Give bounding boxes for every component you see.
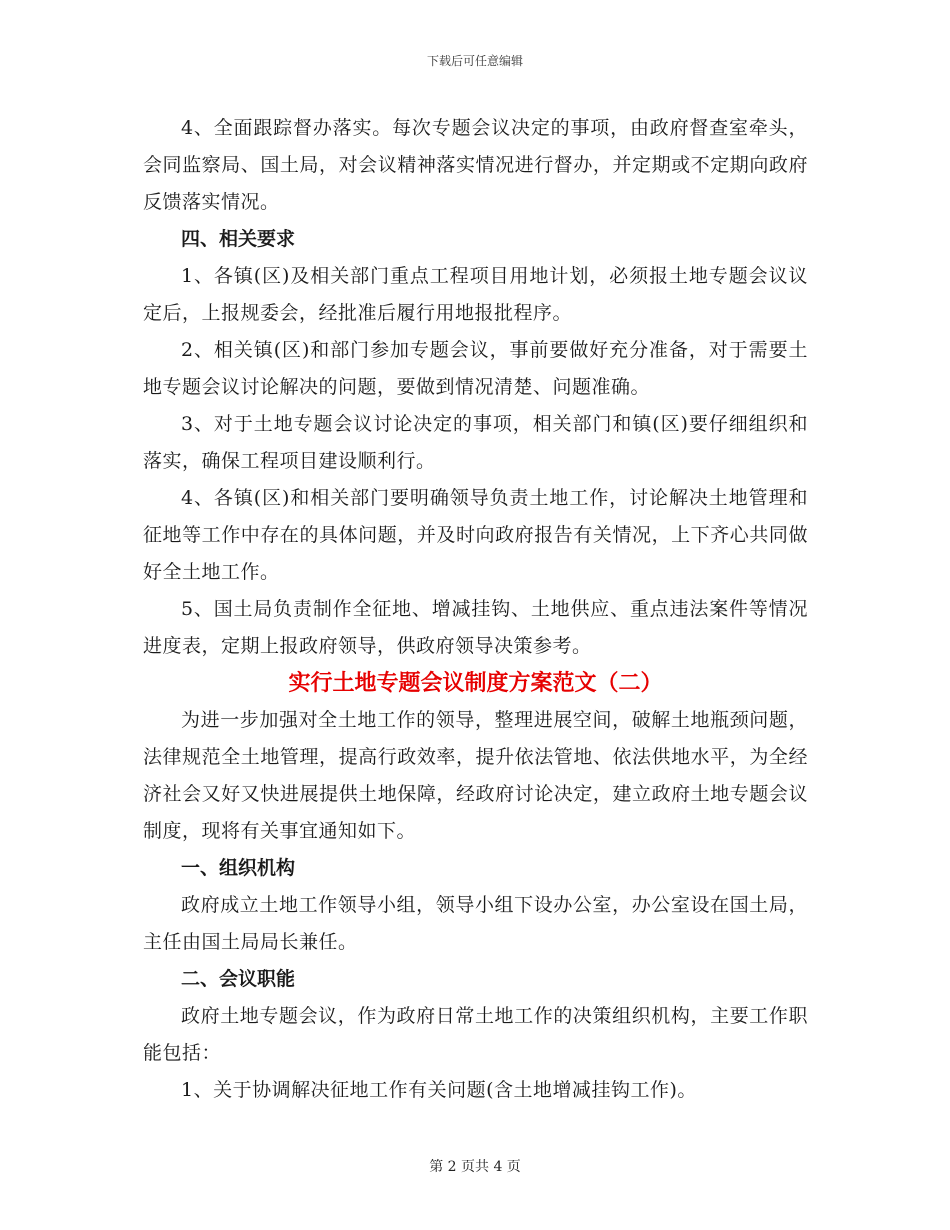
page-number: 第 2 页共 4 页 xyxy=(429,1159,521,1175)
paragraph-organization: 政府成立土地工作领导小组，领导小组下设办公室，办公室设在国土局，主任由国土局局长兼任。 xyxy=(143,894,808,953)
paragraph-requirement-5: 5、国土局负责制作全征地、增减挂钩、土地供应、重点违法案件等情况进度表，定期上报政府领导，供政府领导决策参考。 xyxy=(143,598,808,657)
section-heading-functions: 二、会议职能 xyxy=(181,968,296,990)
section-heading-requirements: 四、相关要求 xyxy=(181,228,296,250)
section-heading-organization: 一、组织机构 xyxy=(181,857,296,879)
page-header: 下载后可任意编辑 xyxy=(426,54,523,68)
paragraph-requirement-2: 2、相关镇(区)和部门参加专题会议，事前要做好充分准备，对于需要土地专题会议讨论解决的问题，要做到情况清楚、问题准确。 xyxy=(143,339,808,398)
paragraph-intro: 为进一步加强对全土地工作的领导，整理进展空间，破解土地瓶颈问题，法律规范全土地管理，提高行政效率，提升依法管地、依法供地水平，为全经济社会又好又快进展提供土地保障，经政府讨论决定，建立政府土地专题会议制度，现将有关事宜通知如下。 xyxy=(143,709,808,842)
document-body xyxy=(143,110,808,1109)
document-title: 实行土地专题会议制度方案范文（二） xyxy=(288,671,663,696)
paragraph-requirement-4: 4、各镇(区)和相关部门要明确领导负责土地工作，讨论解决土地管理和征地等工作中存在的具体问题，并及时向政府报告有关情况，上下齐心共同做好全土地工作。 xyxy=(143,487,808,583)
paragraph-functions: 政府土地专题会议，作为政府日常土地工作的决策组织机构，主要工作职能包括： xyxy=(143,1005,808,1064)
paragraph-supervision: 4、全面跟踪督办落实。每次专题会议决定的事项，由政府督查室牵头，会同监察局、国土局，对会议精神落实情况进行督办，并定期或不定期向政府反馈落实情况。 xyxy=(143,117,808,213)
paragraph-requirement-3: 3、对于土地专题会议讨论决定的事项，相关部门和镇(区)要仔细组织和落实，确保工程项目建设顺利行。 xyxy=(143,413,808,472)
paragraph-function-1: 1、关于协调解决征地工作有关问题(含土地增减挂钩工作)。 xyxy=(181,1079,697,1101)
paragraph-requirement-1: 1、各镇(区)及相关部门重点工程项目用地计划，必须报土地专题会议议定后，上报规委会，经批准后履行用地报批程序。 xyxy=(143,265,808,324)
